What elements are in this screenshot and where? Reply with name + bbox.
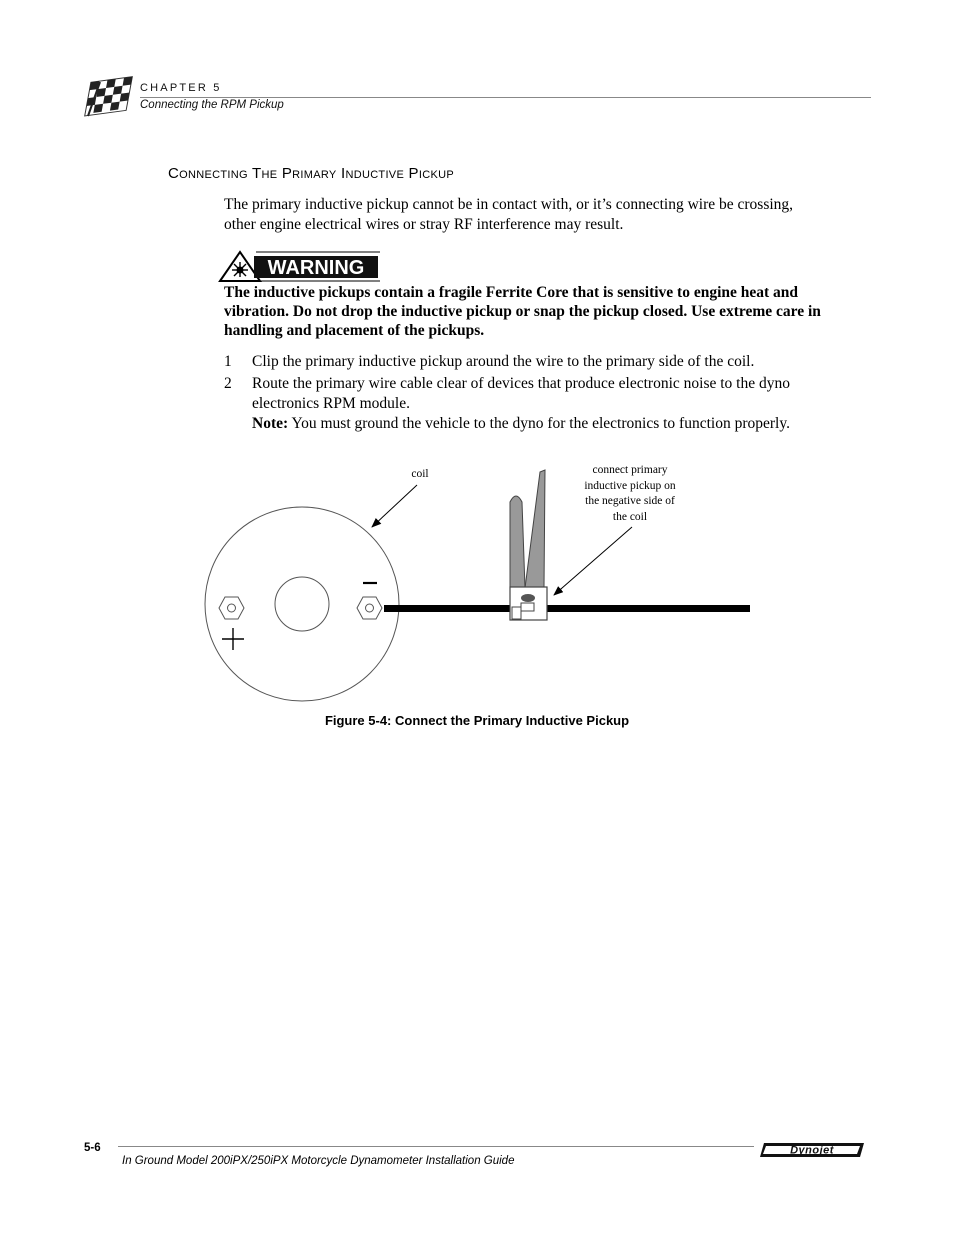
footer-rule xyxy=(118,1146,754,1147)
figure-coil-diagram xyxy=(195,460,765,710)
pickup-arm-right xyxy=(525,470,545,588)
note-paragraph xyxy=(252,414,822,434)
pickup-arm-left xyxy=(510,496,525,588)
warning-label: WARNING xyxy=(267,257,365,279)
dynojet-logo xyxy=(760,1139,866,1161)
header-rule xyxy=(140,97,871,98)
chapter-label: CHAPTER 5 xyxy=(140,82,222,94)
chapter-subtitle: Connecting the RPM Pickup xyxy=(140,99,284,111)
pickup-label: connect primary inductive pickup on the negative side of the coil xyxy=(584,464,676,523)
intro-paragraph: The primary inductive pickup cannot be in contact with, or it’s connecting wire be crossing, other engine electrical wires or stray RF interference may result. xyxy=(224,196,794,233)
warning-text: The inductive pickups contain a fragile Ferrite Core that is sensitive to engine heat and vibration. Do not drop the inductive pickup or snap the pickup closed. Use extreme care in handling and placement of the pickups. xyxy=(224,284,821,339)
coil-arrow xyxy=(372,485,417,527)
section-title: Connecting The Primary Inductive Pickup xyxy=(168,165,454,182)
logo-text: Dynojet xyxy=(790,1144,834,1157)
checkered-flag-icon xyxy=(80,76,136,120)
warning-banner-icon xyxy=(218,250,382,284)
primary-wire xyxy=(384,605,750,612)
figure-caption: Figure 5-4: Connect the Primary Inductive Pickup xyxy=(324,713,630,728)
note-text: You must ground the vehicle to the dyno for the electronics to function properly. xyxy=(291,415,790,432)
note-label: Note: xyxy=(252,415,289,432)
step-number: 2 xyxy=(224,375,232,392)
step-text: Clip the primary inductive pickup around the wire to the primary side of the coil. xyxy=(252,353,755,370)
coil-label: coil xyxy=(411,468,429,480)
step-text: Route the primary wire cable clear of devices that produce electronic noise to the dyno electronics RPM module. xyxy=(252,375,790,412)
footer-title: In Ground Model 200iPX/250iPX Motorcycle Dynamometer Installation Guide xyxy=(122,1155,515,1167)
page-number: 5-6 xyxy=(84,1142,101,1154)
step-number: 1 xyxy=(224,353,232,370)
coil-center xyxy=(275,577,329,631)
pickup-arrow xyxy=(554,527,632,595)
